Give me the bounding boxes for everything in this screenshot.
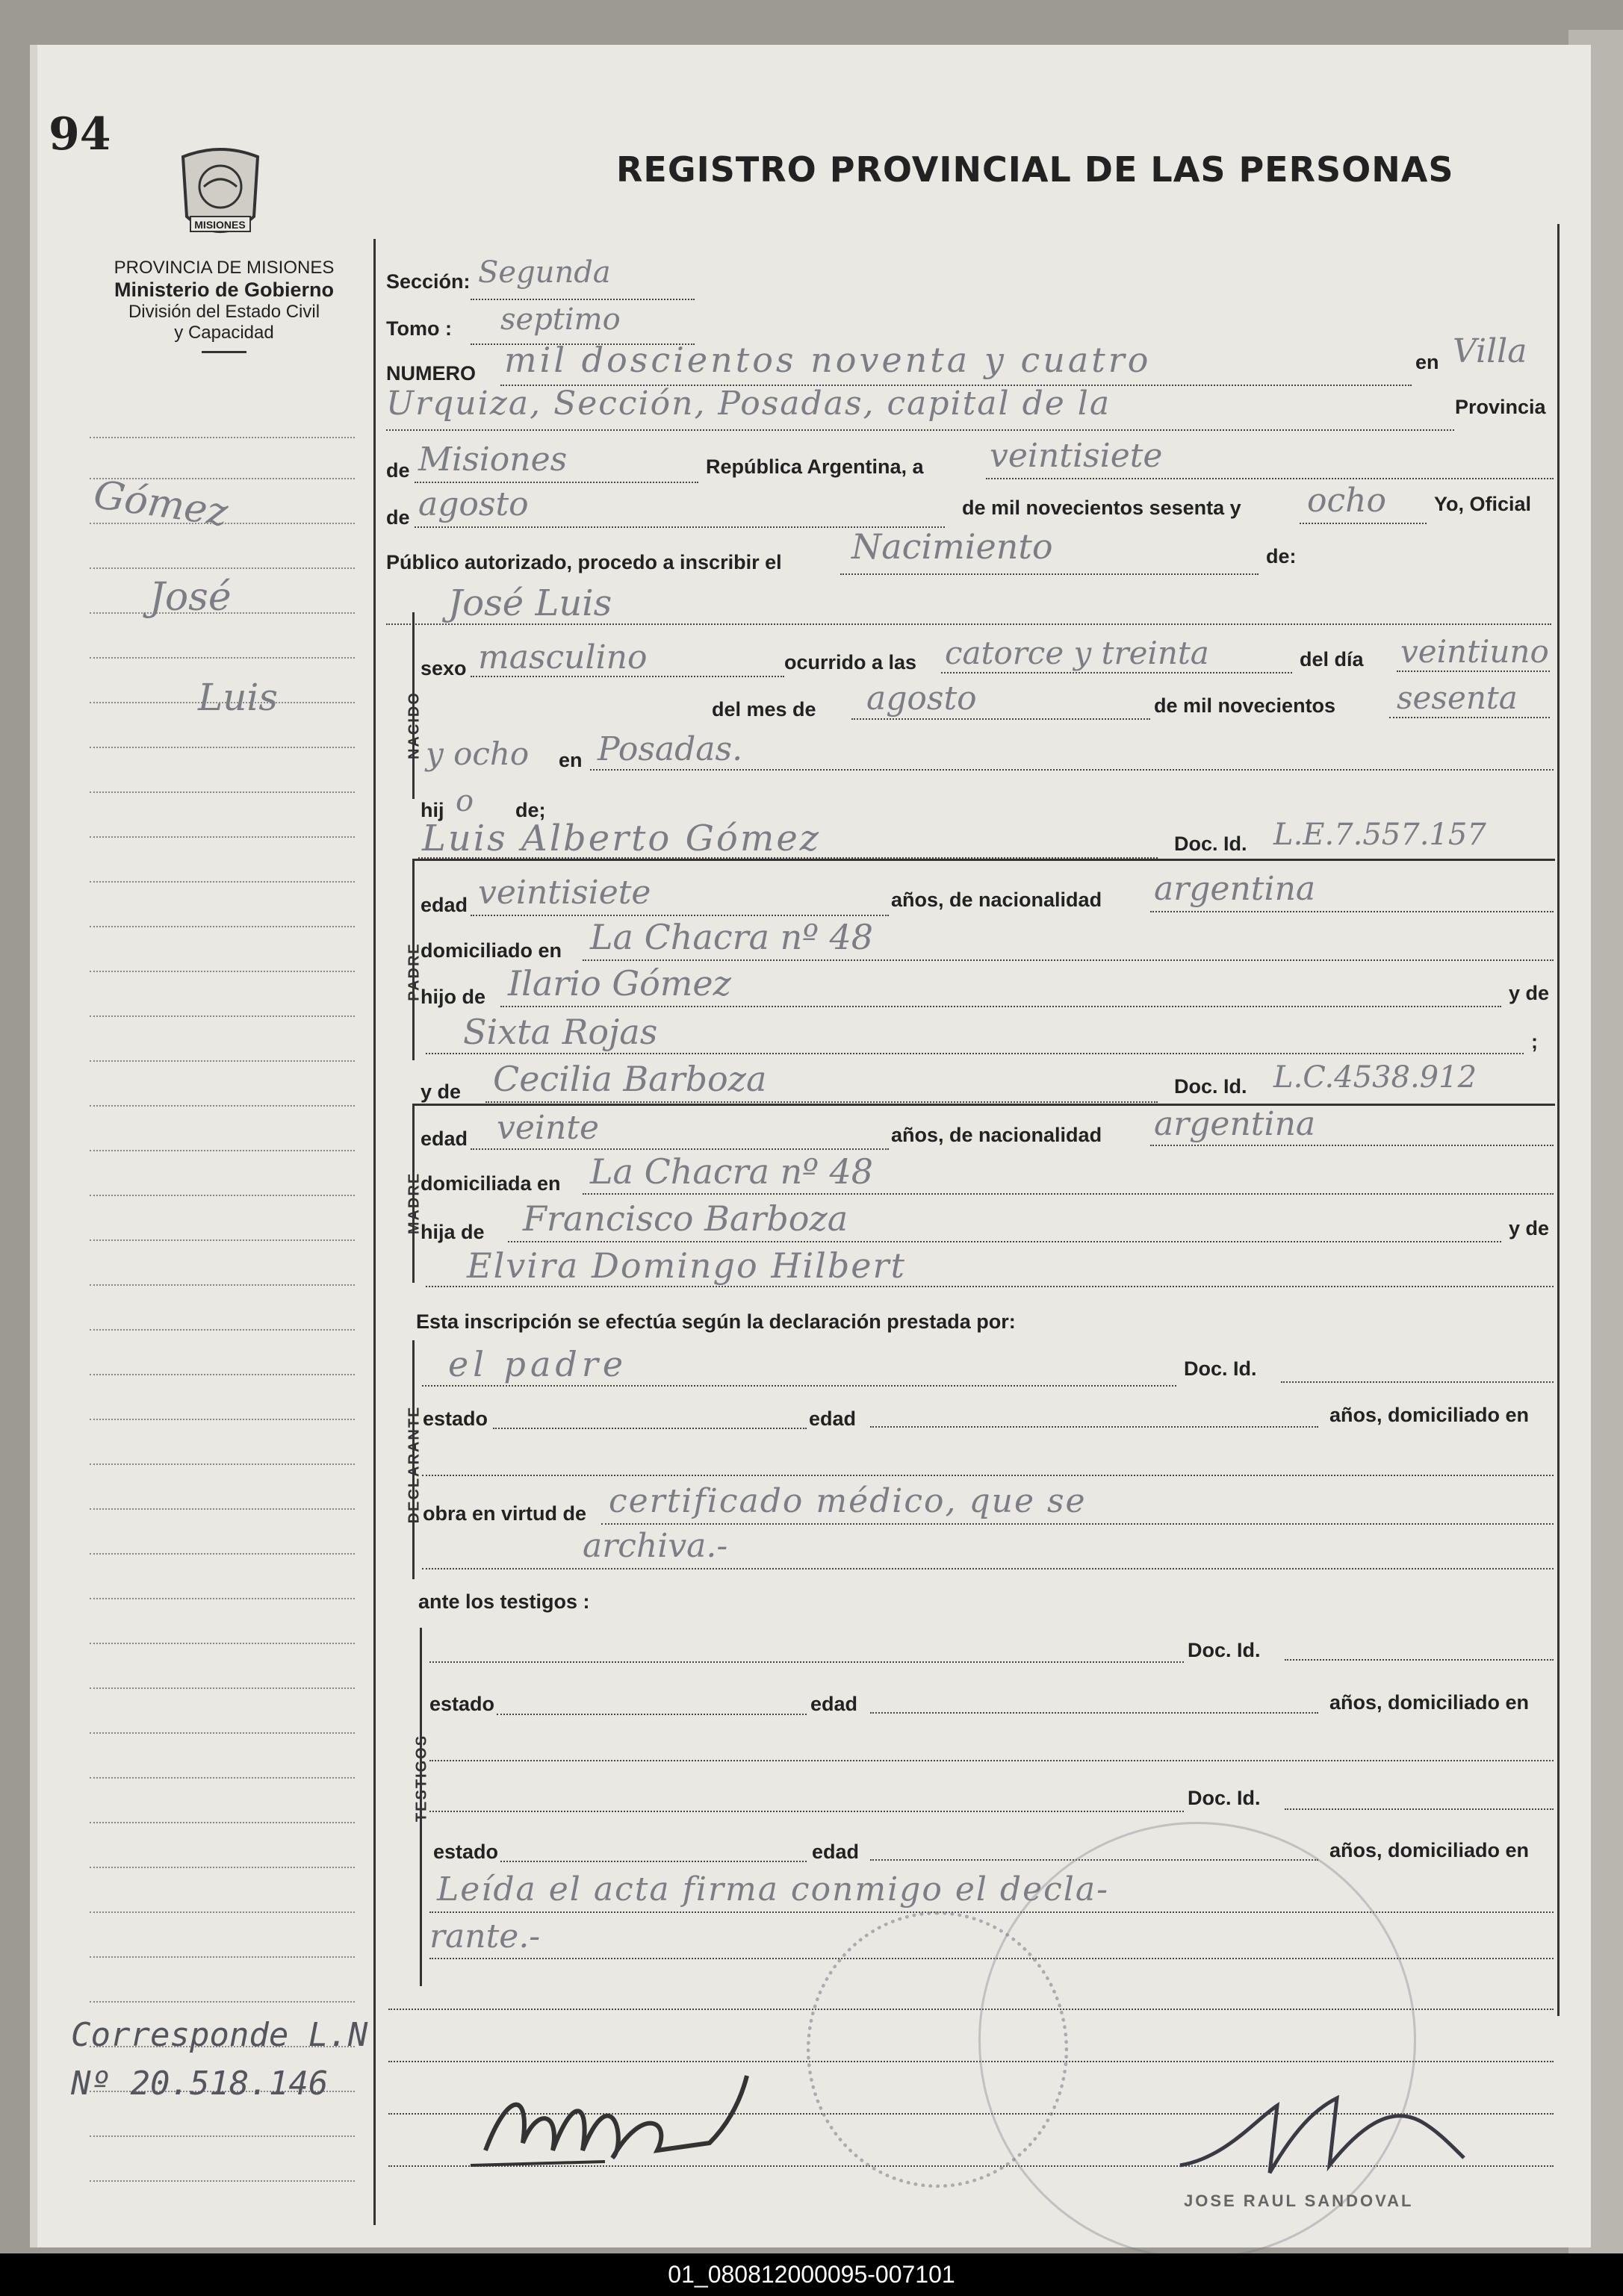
value-lugar-cont: Urquiza, Sección, Posadas, capital de la (386, 385, 1111, 423)
margin-first-name: José (149, 575, 232, 620)
value-mes-nac: agosto (866, 679, 977, 718)
margin-line (90, 657, 355, 659)
label-padre-semicolon: ; (1531, 1030, 1538, 1053)
margin-line (90, 2135, 355, 2137)
margin-line (90, 747, 355, 748)
line-obra-cont (422, 1568, 1554, 1569)
line-declarante-edad (870, 1426, 1318, 1428)
label-sexo: sexo (421, 657, 467, 679)
padre-top-rule (412, 859, 1555, 861)
line-testigo1-dom (429, 1760, 1554, 1761)
value-lugar-nac: Posadas. (598, 730, 743, 768)
madre-top-rule (412, 1104, 1555, 1106)
label-ante: ante los testigos : (418, 1590, 590, 1613)
value-madre-nac: argentina (1154, 1105, 1316, 1143)
section-madre: MADRE (406, 1172, 423, 1235)
margin-line (90, 1374, 355, 1375)
label-padre-anios: años, de nacionalidad (891, 889, 1102, 911)
margin-second-name: Luis (198, 676, 279, 719)
line-anio-nac (1389, 717, 1550, 718)
value-madre-y-de: Elvira Domingo Hilbert (467, 1245, 907, 1286)
label-provincia: Provincia (1455, 396, 1546, 418)
label-seccion: Sección: (386, 270, 471, 293)
label-declarante-anios: años, domiciliado en (1329, 1404, 1530, 1426)
label-padre-hijo-de: hijo de (421, 986, 485, 1008)
line-declarante-dom (422, 1475, 1554, 1476)
value-madre-nombre: Cecilia Barboza (493, 1059, 767, 1099)
label-testigo1-edad: edad (810, 1693, 858, 1715)
margin-doc-number: Nº 20.518.146 (71, 2065, 329, 2103)
label-padre-doc: Doc. Id. (1174, 833, 1247, 855)
value-nombre: José Luis (448, 582, 612, 624)
label-ocurrido: ocurrido a las (784, 651, 917, 673)
margin-line (90, 1956, 355, 1958)
margin-line (90, 1150, 355, 1151)
line-madre-y-de (426, 1286, 1554, 1287)
label-declarante-estado: estado (423, 1407, 488, 1430)
label-madre-y-de-2: y de (1509, 1217, 1550, 1239)
margin-line (90, 1329, 355, 1331)
margin-line (90, 1822, 355, 1823)
line-leida (429, 1911, 1554, 1913)
margin-line (90, 1195, 355, 1196)
margin-line (90, 1463, 355, 1465)
line-anio (1300, 523, 1427, 524)
margin-line (90, 1553, 355, 1555)
value-padre-doc: L.E.7.557.157 (1273, 818, 1486, 852)
line-testigo2-estado (500, 1861, 807, 1862)
office-capacity: y Capacidad (174, 323, 274, 343)
line-declarante-estado (493, 1428, 807, 1429)
label-de-mes: de (386, 506, 410, 529)
value-madre-dom: La Chacra nº 48 (590, 1151, 874, 1192)
value-declarante: el padre (448, 1344, 628, 1384)
label-yo-oficial: Yo, Oficial (1434, 493, 1532, 515)
line-testigo1-estado (497, 1714, 807, 1715)
official-signature (1165, 2076, 1479, 2188)
margin-line (90, 1060, 355, 1062)
label-testigo2-edad: edad (812, 1841, 860, 1863)
label-declarante-doc: Doc. Id. (1184, 1357, 1257, 1380)
label-testigo2-doc: Doc. Id. (1188, 1787, 1261, 1809)
value-madre-doc: L.C.4538.912 (1273, 1060, 1477, 1095)
value-anio-nac-cont: y ocho (426, 735, 530, 772)
section-testigos: TESTIGOS (413, 1734, 430, 1823)
margin-surname: Gómez (90, 472, 231, 536)
value-padre-edad: veintisiete (478, 874, 651, 912)
margin-line (90, 1643, 355, 1644)
label-publico: Público autorizado, procedo a inscribir el (386, 551, 782, 573)
margin-line (90, 1508, 355, 1510)
margin-line (90, 2001, 355, 2003)
value-padre-y-de: Sixta Rojas (463, 1012, 658, 1052)
value-sexo: masculino (478, 638, 648, 676)
margin-line (90, 1911, 355, 1913)
official-stamp-large (978, 1822, 1416, 2253)
line-madre-nac (1150, 1145, 1554, 1146)
label-padre-y-de: y de (1509, 982, 1550, 1004)
value-obra: certificado médico, que se (609, 1482, 1087, 1520)
line-dia-nac (1397, 671, 1550, 672)
label-de-mil: de mil novecientos sesenta y (962, 497, 1241, 519)
line-lugar (386, 429, 1454, 431)
margin-line (90, 836, 355, 838)
line-testigo1-edad (870, 1712, 1318, 1714)
label-madre-dom: domiciliada en (421, 1172, 561, 1195)
line-padre-hijo-de (500, 1006, 1501, 1007)
line-declarante-doc (1281, 1381, 1554, 1383)
label-testigo2-anios: años, domiciliado en (1329, 1839, 1530, 1861)
label-de-colon: de: (1266, 545, 1297, 567)
label-padre-dom: domiciliado en (421, 939, 562, 962)
office-divider (202, 351, 246, 353)
value-tomo: septimo (500, 302, 621, 337)
section-nacido: NACIDO (406, 691, 423, 759)
seal-text: MISIONES (194, 219, 246, 231)
label-testigo1-doc: Doc. Id. (1188, 1639, 1261, 1661)
line-sexo (471, 676, 784, 677)
label-en-nac: en (559, 749, 583, 771)
margin-line (90, 1687, 355, 1689)
value-anio: ocho (1307, 482, 1386, 520)
stamp-name: JOSE RAUL SANDOVAL (1184, 2191, 1414, 2210)
label-testigo1-estado: estado (429, 1693, 495, 1715)
margin-line (90, 1598, 355, 1599)
label-testigo2-estado: estado (433, 1841, 499, 1863)
line-declarante (422, 1385, 1176, 1387)
value-padre-dom: La Chacra nº 48 (590, 917, 874, 957)
line-padre-dom (583, 959, 1554, 961)
line-testigo2-doc (1285, 1808, 1554, 1810)
value-madre-edad: veinte (497, 1109, 600, 1147)
label-madre-y-de: y de (421, 1080, 462, 1103)
label-madre-doc: Doc. Id. (1174, 1075, 1247, 1098)
label-testigo1-anios: años, domiciliado en (1329, 1691, 1530, 1714)
register-title: REGISTRO PROVINCIAL DE LAS PERSONAS (616, 149, 1454, 190)
right-column-rule (1557, 224, 1560, 2016)
office-ministry: Ministerio de Gobierno (114, 279, 335, 301)
section-padre: PADRE (406, 942, 423, 1001)
value-documento: Nacimiento (851, 526, 1053, 567)
label-del-dia: del día (1300, 648, 1364, 671)
page-number: 94 (49, 108, 111, 161)
line-madre-nombre (485, 1101, 1158, 1103)
value-mes: agosto (418, 485, 529, 523)
value-dia: veintisiete (990, 437, 1163, 475)
image-caption: 01_080812000095-007101 (0, 2253, 1623, 2296)
value-madre-hija-de: Francisco Barboza (523, 1198, 848, 1239)
line-padre-edad (471, 915, 889, 916)
line-obra (601, 1523, 1554, 1525)
line-madre-hija-de (508, 1241, 1501, 1242)
line-padre-nac (1150, 911, 1554, 912)
label-padre-edad: edad (421, 894, 468, 916)
value-hora: catorce y treinta (945, 635, 1209, 671)
margin-line (90, 926, 355, 927)
line-padre-y-de (426, 1053, 1524, 1054)
margin-line (90, 1867, 355, 1868)
line-dia (986, 478, 1554, 479)
margin-line (90, 881, 355, 883)
label-en: en (1415, 351, 1439, 373)
value-dia-nac: veintiuno (1400, 633, 1549, 670)
margin-line (90, 2180, 355, 2182)
line-madre-dom (583, 1193, 1554, 1195)
declarant-signature (463, 2061, 777, 2180)
office-province: PROVINCIA DE MISIONES (114, 258, 335, 278)
value-provincia: Misiones (418, 441, 568, 479)
value-leida: Leída el acta firma conmigo el decla- (437, 1870, 1109, 1908)
value-hij: o (456, 784, 474, 818)
margin-line (90, 971, 355, 972)
office-block (71, 258, 377, 353)
margin-line (90, 1732, 355, 1734)
line-lugar-nac (590, 769, 1554, 771)
value-anio-nac: sesenta (1397, 679, 1518, 716)
label-del-mes: del mes de (712, 698, 816, 721)
margin-line (90, 1419, 355, 1420)
margin-line (90, 437, 355, 438)
label-republica: República Argentina, a (706, 455, 924, 478)
line-seccion (471, 299, 695, 300)
value-numero: mil doscientos noventa y cuatro (504, 340, 1152, 380)
margin-line (90, 1777, 355, 1779)
section-declarante: DECLARANTE (406, 1405, 423, 1524)
value-padre-nac: argentina (1154, 870, 1316, 908)
line-testigo1 (429, 1661, 1184, 1663)
label-de-mil-nov: de mil novecientos (1154, 694, 1336, 717)
label-de-provincia: de (386, 459, 410, 482)
label-tomo: Tomo : (386, 317, 452, 340)
label-de-hij: de; (515, 799, 546, 821)
margin-line (90, 1239, 355, 1241)
line-provincia (415, 482, 698, 483)
margin-line (90, 1105, 355, 1107)
margin-line (90, 567, 355, 569)
line-hora (941, 672, 1292, 673)
line-nombre (386, 623, 1551, 625)
value-seccion: Segunda (478, 255, 611, 290)
office-division: División del Estado Civil (128, 302, 320, 322)
line-testigo1-doc (1285, 1659, 1554, 1661)
margin-corresponde: Corresponde L.N (71, 2016, 368, 2054)
margin-line (90, 791, 355, 793)
value-padre-nombre: Luis Alberto Gómez (422, 818, 822, 859)
value-leida-cont: rante.- (429, 1917, 541, 1956)
label-declaracion: Esta inscripción se efectúa según la declaración prestada por: (416, 1310, 1016, 1333)
label-declarante-edad: edad (809, 1407, 857, 1430)
label-numero: NUMERO (386, 362, 476, 385)
line-testigo2 (429, 1811, 1184, 1812)
main-column-rule (373, 239, 376, 2225)
margin-line (90, 1284, 355, 1286)
margin-line (90, 1015, 355, 1017)
value-en-lugar: Villa (1453, 332, 1527, 370)
label-obra: obra en virtud de (423, 1502, 587, 1525)
line-mes-nac (851, 718, 1150, 720)
line-documento (840, 573, 1259, 575)
label-hij: hij (421, 799, 444, 821)
value-padre-hijo-de: Ilario Gómez (508, 963, 731, 1004)
label-madre-edad: edad (421, 1127, 468, 1150)
line-madre-edad (471, 1148, 889, 1150)
value-obra-cont: archiva.- (583, 1527, 728, 1565)
label-madre-anios: años, de nacionalidad (891, 1124, 1102, 1146)
province-seal (176, 142, 265, 246)
label-madre-hija-de: hija de (421, 1221, 485, 1243)
